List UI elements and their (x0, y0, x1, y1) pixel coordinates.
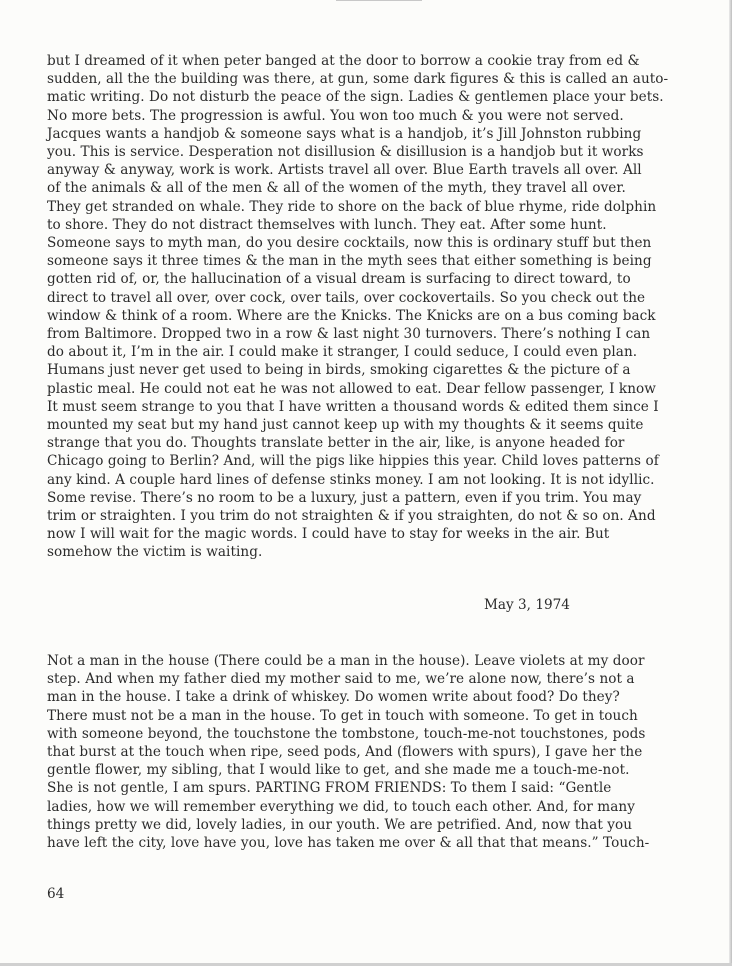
text-line: but I dreamed of it when peter banged at the door to borrow a cookie tray from ed & (47, 53, 640, 69)
text-line: Jacques wants a handjob & someone says what is a handjob, it’s Jill Johnston rubbing (47, 125, 642, 142)
text-line: sudden, all the the building was there, at gun, some dark figures & this is called an auto- (47, 71, 669, 88)
prose-section-2 (47, 652, 687, 852)
text-line: ladies, how we will remember everything we did, to touch each other. And, for many (47, 798, 635, 815)
text-line: have left the city, love have you, love has taken me over & all that that means.” Touch- (47, 835, 650, 852)
text-line: someone says it three times & the man in the myth sees that either something is being (47, 253, 652, 270)
text-line: gotten rid of, or, the hallucination of a visual dream is surfacing to direct toward, to (47, 271, 631, 288)
text-line: any kind. A couple hard lines of defense stinks money. I am not looking. It is not idyllic. (47, 471, 655, 488)
text-line: step. And when my father died my mother said to me, we’re alone now, there’s not a (47, 671, 635, 688)
page-number: 64 (47, 886, 65, 902)
text-line: do about it, I’m in the air. I could make it stranger, I could seduce, I could even plan. (47, 344, 638, 361)
text-line: from Baltimore. Dropped two in a row & last night 30 turnovers. There’s nothing I can (47, 326, 651, 343)
text-line: you. This is service. Desperation not disillusion & disillusion is a handjob but it works (47, 144, 644, 161)
text-line: to shore. They do not distract themselves with lunch. They eat. After some hunt. (47, 216, 607, 233)
text-line: No more bets. The progression is awful. You won too much & you were not served. (47, 107, 624, 124)
text-line: direct to travel all over, over cock, over tails, over cockovertails. So you check out the (47, 289, 646, 306)
text-line: anyway & anyway, work is work. Artists travel all over. Blue Earth travels all over. All (47, 162, 642, 179)
text-line: of the animals & all of the men & all of the women of the myth, they travel all over. (47, 180, 626, 197)
top-rule (336, 0, 422, 1)
text-line: Someone says to myth man, do you desire cocktails, now this is ordinary stuff but then (47, 235, 652, 252)
text-line: They get stranded on whale. They ride to shore on the back of blue rhyme, ride dolphin (47, 198, 657, 215)
text-line: Humans just never get used to being in birds, smoking cigarettes & the picture of a (47, 362, 631, 379)
text-line: It must seem strange to you that I have written a thousand words & edited them since I (47, 398, 659, 415)
text-line: Chicago going to Berlin? And, will the pigs like hippies this year. Child loves patterns of (47, 453, 659, 470)
prose-section-1 (47, 52, 687, 562)
text-line: window & think of a room. Where are the Knicks. The Knicks are on a bus coming back (47, 307, 656, 324)
text-line: plastic meal. He could not eat he was not allowed to eat. Dear fellow passenger, I know (47, 380, 656, 397)
text-line: matic writing. Do not disturb the peace of the sign. Ladies & gentlemen place your bets. (47, 89, 664, 106)
text-line: Some revise. There’s no room to be a luxury, just a pattern, even if you trim. You may (47, 489, 642, 506)
text-line: with someone beyond, the touchstone the tombstone, touch-me-not touchstones, pods (47, 725, 646, 742)
text-line: trim or straighten. I you trim do not straighten & if you straighten, do not & so on. And (47, 508, 656, 525)
dateline: May 3, 1974 (484, 597, 570, 613)
text-line: There must not be a man in the house. To get in touch with someone. To get in touch (47, 707, 638, 724)
text-line: Not a man in the house (There could be a man in the house). Leave violets at my door (47, 653, 645, 669)
text-line: strange that you do. Thoughts translate better in the air, like, is anyone headed for (47, 435, 625, 452)
text-line: mounted my seat but my hand just cannot keep up with my thoughts & it seems quite (47, 417, 644, 434)
text-line: man in the house. I take a drink of whiskey. Do women write about food? Do they? (47, 689, 620, 706)
text-line: things pretty we did, lovely ladies, in our youth. We are petrified. And, now that you (47, 816, 633, 833)
text-line: that burst at the touch when ripe, seed pods, And (flowers with spurs), I gave her the (47, 744, 643, 761)
text-line: somehow the victim is waiting. (47, 544, 263, 561)
text-line: She is not gentle, I am spurs. PARTING FROM FRIENDS: To them I said: “Gentle (47, 780, 612, 797)
text-line: gentle flower, my sibling, that I would like to get, and she made me a touch-me-not. (47, 762, 630, 779)
text-line: now I will wait for the magic words. I could have to stay for weeks in the air. But (47, 526, 610, 543)
